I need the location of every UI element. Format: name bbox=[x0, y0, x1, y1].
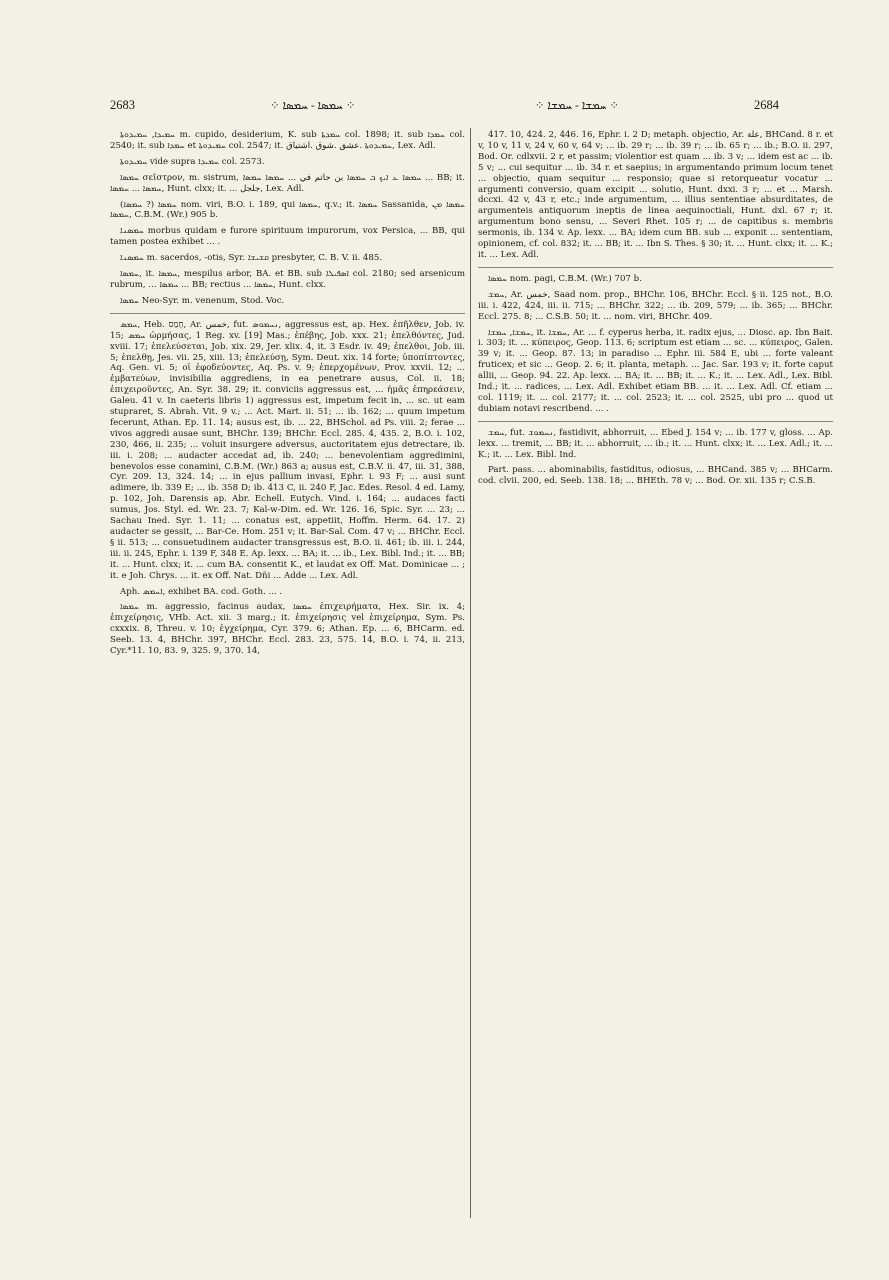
right-column bbox=[478, 130, 833, 1220]
right-page-number: 2684 bbox=[754, 98, 779, 112]
left-column bbox=[110, 130, 465, 1220]
entry: ܚܡܣܐ Neo-Syr. m. venenum, Stod. Voc. bbox=[120, 295, 285, 306]
entry-separator bbox=[110, 313, 465, 314]
page-header bbox=[110, 98, 779, 118]
entry-separator bbox=[478, 267, 833, 268]
entry: ܚܡܫ, fut. ܢܚܡܘܫ, fastidivit, abhorruit, ... Ebed J. 154 v; ... ib. 177 v, gloss. ... Ap. lexx. ... tremit, ... BB; it. ... abhorruit, ... ib.; it. ... Hunt. clxx; it. ... Lex. Adl.; it. ... K.; it. ... Lex. Bibl. Ind. bbox=[478, 427, 833, 460]
column-divider bbox=[470, 128, 471, 1218]
entry: ܚܡܣܐ m. aggressio, facinus audax, ܚܡܣܐ ἐπιχειρήματα, Hex. Sir. ix. 4; ἐπιχείρησις, VHb. Act. xii. 3 marg.; it. ἐπιχείρησις vel ἐπιχείρημα, Sym. Ps. cxxxix. 8, Threu. v. 10; ἐγχείρημα, Cyr. 379. 6; Athan. Ep. ... 6, BHCarm. ed. Seeb. 13. 4, BHChr. 397, BHChr. Eccl. 283. 23, 575. 14, B.O. i. 74, ii. 213, Cyr.*11. 10, 83. 9, 325. 9, 370. 14, bbox=[110, 602, 465, 657]
entry: ܚܡܣܐ σεῖστρον, m. sistrum, ܚܡܣܐ ܥ ܐܝܟ ܒ ܚܡܣܐ بن حاتم في ... ܚܡܣܐ ܚܡܣܐ ... BB; it. ܚܡܣܐ ... ܚܡܣܐ, Hunt. clxx; it. ... جلجل, Lex. Adl. bbox=[110, 172, 465, 194]
entry: ܚܡܣܢܐ m. sacerdos, -otis, Syr. ܩܫܝܫܐ presbyter, C. B. V. ii. 485. bbox=[120, 253, 383, 264]
entry: ܚܡܫܐ, ܚܡܫܐ, it. ܚܡܫܐ, Ar. ... f. cyperus herba, it. radix ejus, ... Diosc. ap. Ibn Bait. i. 303; it. ... κύπειρος, Geop. 113. 6; scriptum est etiam ... sc. ... κύπειρος, Galen. 39 v; it. ... Geop. 87. 13; in paradiso ... Ephr. iii. 584 E, ubi ... forte valeant fruticex; et sic ... Geop. 2. 6; it. planta, metaph. ... Jac. Sar. 193 v; it. forte caput allii, ... Geop. 94. 22. Ap. lexx. ... BA; it. ... BB; it. ... K.; it. ... Lex. Adl., Lex. Bibl. Ind.; it. ... radices, ... Lex. Adl. Exhibet etiam BB. ... it. ... Lex. Adl. Cf. etiam ... col. 1119; it. ... col. 2177; it. ... col. 2523; it. ... col. 2525, ubi pro ... quod ut dubiam notavi rescribend. ... . bbox=[478, 327, 833, 414]
entry: ܚܡܣ, Heb. חָמַס, Ar. خمس, fut. ܢܚܡܘܣ, aggressus est, ap. Hex. ἐπῆλθεν, Job. iv. 15; ܚܡܣ ὡρμήσας, 1 Reg. xv. [19] Mas.; ἐπέβης, Job. xxx. 21; ἐπελθόντες, Jud. xviii. 17; ἐπελεύσεται, Job. xix. 29, Jer. xlix. 4, it. 3 Esdr. iv. 49; ἐπελθοι, Job. iii. 5; ἐπελθῃ, Jes. vii. 25, xiii. 13; ἐπελεύσῃ, Sym. Deut. xix. 14 forte; ὑποπίπτοντες, Aq. Gen. vi. 5; οἱ ἐφοδεύοντες, Aq. Ps. v. 9; ἐπερχομένων, Prov. xxvii. 12; ... ἐμβατεύων, invisibilia aggrediens, in ea penetrare ausus, Col. ii. 18; ἐπιχειροῦντες, An. Syr. 38. 29; it. conviciis aggressus est, ... ἡμᾶς ἐπηρεάσειν, Galeu. 41 v. In caeteris libris 1) aggressus est, impetum fecit in, ... sc. ut eam stupraret, S. Abrah. Vit. 9 v.; ... Act. Mart. ii. 51; ... ib. 162; ... quum impetum fecerunt, Athan. Ep. 11. 14; ausus est, ib. ... 22, BHSchol. ad Ps. viii. 2; ferae ... vivos aggredi ausae sunt, BHChr. 139; BHChr. Eccl. 285. 4, 435. 2, B.O. i. 102, 230, 466, ii. 235; ... voluit insurgere adversus, auctoritatem ejus detrectare, ib. iii. i. 208; ... audacter accedat ad, ib. 240; ... benevolentiam aggredimini, benevolos esse conamini, C.B.M. (Wr.) 863 a; ausus est, C.B.V. ii. 47, iii. 31, 388, Cyr. 209. 13, 324. 14; ... in ejus pallium invasi, Ephr. i. 93 F; ... ausi sunt adimere, ib. 339 E; ... ib. 358 D; ib. 413 C, ii. 240 F, Jac. Edes. Resol. 4 ed. Lamy, p. 102, Joh. Darensis ap. Abr. Echell. Eutych. Vind. i. 164; ... audaces facti sumus, Jos. Styl. ed. Wr. 23. 7; Kal-w-Dim. ed. Wr. 126. 16, Spic. Syr. ... 23; ... Sachau Ined. Syr. 1. 11; ... conatus est, appetiit, Hoffm. Herm. 64. 17. 2) audacter se gessit, ... Bar-Ce. Hom. 251 v; it. Bar-Sal. Com. 47 v; ... BHChr. Eccl. § ii. 513; ... consuetudinem audacter transgressus est, B.O. ii. 461; ib. iii. i. 244, iii. ii. 245, Ephr. i. 139 F, 348 E. Ap. lexx. ... BA; it. ... ib., Lex. Bibl. Ind.; it. ... BB; it. ... Hunt. clxx; it. ... cum BA. consentit K., et laudat ex Off. Mat. Dominicae ... ; it. e Joh. Chrys. ... it. ex Off. Nat. Dñi ... Adde ... Lex. Adl. bbox=[110, 319, 465, 581]
entry: Aph. ܐܚܡܣ, exhibet BA. cod. Goth. ... . bbox=[120, 586, 283, 597]
entry: ܚܡܝܕܐ, ܚܡܝܕܘܬܐ m. cupido, desiderium, K. sub ܚܡܕܬܐ col. 1898; it. sub ܚܡܕܐ col. 2540; it. sub ܚܡܕܐ et ܚܡܝܕܘܬܐ col. 2547; it. ܚܡܝܕܘܬܐ .عشق .شوق .اشتياق, Lex. Adl. bbox=[110, 130, 465, 151]
entry: Part. pass. ... abominabilis, fastiditus, odiosus, ... BHCand. 385 v; ... BHCarm. cod. clvii. 200, ed. Seeb. 138. 18; ... BHEth. 78 v; ... Bod. Or. xii. 135 r; C.S.B. bbox=[478, 465, 833, 487]
entry: ܚܡܫ, Ar. خمس, Saad nom. prop., BHChr. 106, BHChr. Eccl. § ii. 125 not., B.O. iii. i. 422, 424, iii. ii. 715; ... BHChr. 322; ... ib. 209, 579; ... ib. 365; ... BHChr. Eccl. 275. 8; ... C.S.B. 50; it. ... nom. viri, BHChr. 409. bbox=[478, 289, 833, 322]
entry: ܚܡܝܕܘܬܐ vide supra ܚܡܝܕܐ col. 2573. bbox=[120, 156, 265, 167]
entry: ܚܡܣܐ nom. pagi, C.B.M. (Wr.) 707 b. bbox=[488, 273, 642, 284]
entry: ܚܡܣܢܐ morbus quidam e furore spirituum impurorum, vox Persica, ... BB, qui tamen postea exhibet ... . bbox=[110, 226, 465, 248]
entry-separator bbox=[478, 421, 833, 422]
entry: ܚܡܣܐ, it. ܚܡܣܐ, mespilus arbor, BA. et BB. sub ܐܣܦܝܠܐ col. 2180; sed arsenicum rubrum, ... ܚܡܣܐ ... BB; rectius ... ܚܡܣܐ, Hunt. clxx. bbox=[110, 269, 465, 290]
right-running-head: ⁘ ܚܡܫܐ - ܚܡܫܐ ⁘ bbox=[534, 100, 619, 112]
left-page-number: 2683 bbox=[110, 98, 135, 112]
left-running-head: ⁘ ܚܡܣܐ - ܚܡܣܐ ⁘ bbox=[270, 100, 356, 112]
entry: ܚܡܣܐ (? ܚܡܣܐ) nom. viri, B.O. i. 189, qui ܚܡܣܐ, q.v.; it. ܚܡܣܐ Sassanida, ܚܡܣܐ ܡܢ ܚܡܣܐ, C.B.M. (Wr.) 905 b. bbox=[110, 199, 465, 221]
entry: 417. 10, 424. 2, 446. 16, Ephr. i. 2 D; metaph. objectio, Ar. علة, BHCand. 8 r. et v, 10 v, 11 v, 24 v, 60 v, 64 v; ... ib. 29 r; ... ib. 39 r; ... ib. 65 r; ... ib.; B.O. ii. 297, Bod. Or. cdlxvii. 2 r, et passim; violentior est quam ... ib. 3 v; ... idem est ac ... ib. 5 v; ... cui sequitur ... ib. 34 r. et saepius; in argumentando primum locum tenet ... objectio, quam sequitur ... responsio; quae si retorqueatur vocatur ... argumenti conversio, quam excipit ... solutio, Hunt. dxxi. 3 r; ... et ... Marsh. dccxi. 42 v, 43 r, etc.; inde argumentum, ... illius sententiae absurditates, de argumenteis antiquorum ineptis de linea aequinoctiali, Hunt. dxl. 67 r; it. argumentum bono sensu, ... Severi Rhet. 105 r; ... de capitibus s. membris sermonis, ib. 134 v. Ap. lexx. ... BA; idem cum BB. sub ... exponit ... sententiam, opinionem, cf. col. 832; it. ... BB; it. ... Ibn S. Thes. § 30; it. ... Hunt. clxx; it. ... K.; it. ... Lex. Adl. bbox=[478, 130, 833, 260]
